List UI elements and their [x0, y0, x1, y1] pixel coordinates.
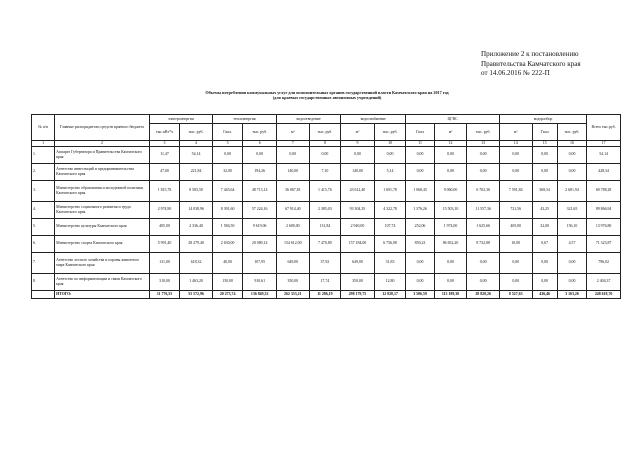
row-value: 43 612,40 [341, 180, 375, 201]
row-value: 0,00 [499, 163, 532, 180]
row-value: 7 591,84 [499, 180, 532, 201]
row-value: 0,00 [406, 146, 434, 163]
total-value: 8 527,63 [499, 290, 532, 298]
header-unit: м³ [341, 124, 375, 141]
document-title [132, 90, 522, 100]
header-unit: тыс.кВт*ч [149, 124, 180, 141]
row-value: 350,00 [341, 273, 375, 290]
row-value: 13 976,80 [587, 218, 621, 235]
row-value: 7 470,80 [309, 235, 341, 252]
table-header-groups [32, 115, 621, 124]
row-value: 0,00 [434, 146, 467, 163]
row-value: 0,00 [467, 163, 500, 180]
row-value: 0,00 [243, 146, 277, 163]
row-value: 9 060,00 [434, 180, 467, 201]
row-number: 6. [32, 235, 55, 252]
row-value: 1 376,26 [406, 201, 434, 218]
row-value: 69 788,28 [587, 180, 621, 201]
column-index-cell: 14 [499, 141, 532, 147]
row-value: 0,00 [499, 252, 532, 273]
row-value: 2 404,37 [587, 273, 621, 290]
row-value: 9 619,06 [243, 218, 277, 235]
row-value: 649,00 [341, 252, 375, 273]
row-value: 0,00 [341, 146, 375, 163]
consumption-table [31, 114, 621, 299]
table-row [32, 180, 621, 201]
table-row [32, 252, 621, 273]
appendix-line: Приложение 2 к постановлению [481, 50, 579, 58]
header-unit: м³ [434, 124, 467, 141]
row-value: 86 652,20 [434, 235, 467, 252]
row-value: 150,00 [212, 273, 243, 290]
row-value: 2 630,00 [212, 235, 243, 252]
header-total: Всего тыс.руб. [587, 115, 621, 141]
row-value: 28 279,40 [180, 235, 213, 252]
row-value: 0,00 [309, 146, 341, 163]
header-group-sewerage: водоотведение [277, 115, 341, 124]
row-number: 1. [32, 146, 55, 163]
header-unit: тыс. руб. [467, 124, 500, 141]
total-value: 11 286,19 [309, 290, 341, 298]
row-name: Агентство лесного хозяйства и охраны животного мира Камчатского края [55, 252, 150, 273]
row-value: 71 323,87 [587, 235, 621, 252]
row-value: 47,00 [149, 163, 180, 180]
row-value: 107,95 [243, 252, 277, 273]
row-value: 310,00 [149, 273, 180, 290]
row-value: 252,06 [406, 218, 434, 235]
table-row [32, 163, 621, 180]
row-value: 0,00 [467, 146, 500, 163]
header-unit: тыс. руб. [374, 124, 406, 141]
row-value: 0,00 [532, 273, 557, 290]
row-value: 4,57 [557, 235, 586, 252]
row-value: 194,26 [243, 163, 277, 180]
total-value: 113 189,30 [434, 290, 467, 298]
row-value: 43,25 [532, 201, 557, 218]
total-value: 3 163,26 [557, 290, 586, 298]
header-unit: Гкал [406, 124, 434, 141]
header-no: № п/п [32, 115, 55, 141]
header-unit: тыс. руб. [309, 124, 341, 141]
column-index-cell: 3 [149, 141, 180, 147]
total-value: 262 333,21 [277, 290, 310, 298]
row-value: 17,74 [309, 273, 341, 290]
header-unit: Гкал [532, 124, 557, 141]
row-value: 8 732,88 [467, 235, 500, 252]
row-value: 14 038,96 [180, 201, 213, 218]
column-index-cell: 9 [341, 141, 375, 147]
total-value: 3 506,59 [406, 290, 434, 298]
row-value: 1 625,66 [467, 218, 500, 235]
row-value: 405,00 [499, 218, 532, 235]
total-value: 20 273,74 [212, 290, 243, 298]
row-value: 67 914,40 [277, 201, 310, 218]
row-value: 5,14 [374, 163, 406, 180]
row-number: 7. [32, 252, 55, 273]
total-row [32, 290, 621, 298]
row-number: 8. [32, 273, 55, 290]
row-value: 1 584,50 [212, 218, 243, 235]
total-no [32, 290, 55, 298]
total-value: 28 820,26 [467, 290, 500, 298]
row-value: 428,34 [587, 163, 621, 180]
row-number: 5. [32, 218, 55, 235]
table-row [32, 201, 621, 218]
header-unit: тыс. руб. [243, 124, 277, 141]
row-value: 405,00 [149, 218, 180, 235]
row-value: 5 991,40 [149, 235, 180, 252]
table-row [32, 273, 621, 290]
header-unit: м³ [499, 124, 532, 141]
row-value: 910,61 [243, 273, 277, 290]
row-value: 368,54 [532, 180, 557, 201]
row-value: 11,47 [149, 146, 180, 163]
row-value: 1 691,78 [374, 180, 406, 201]
row-value: 7 445,64 [212, 180, 243, 201]
header-name: Главные распорядители средств краевого бюджета [55, 115, 150, 141]
row-value: 0,00 [406, 273, 434, 290]
row-name: Агентство инвестиций и предпринимательства Камчатского края [55, 163, 150, 180]
row-value: 89 866,94 [587, 201, 621, 218]
appendix-line: от 14.06.2016 № 222-П [481, 69, 550, 78]
row-value: 2 940,00 [341, 218, 375, 235]
row-name: Министерство культуры Камчатского края [55, 218, 150, 235]
header-group-electricity: электроэнергия [149, 115, 212, 124]
row-value: 10,00 [499, 235, 532, 252]
row-value: 221,84 [180, 163, 213, 180]
row-value: 54,14 [180, 146, 213, 163]
row-number: 3. [32, 180, 55, 201]
row-value: 0,00 [434, 252, 467, 273]
row-value: 0,00 [557, 163, 586, 180]
row-value: 156,10 [557, 218, 586, 235]
row-value: 0,00 [557, 252, 586, 273]
row-value: 0,00 [212, 146, 243, 163]
header-group-hot-water: ЦГВС [406, 115, 500, 124]
row-value: 0,00 [532, 163, 557, 180]
row-number: 2. [32, 163, 55, 180]
row-value: 0,00 [499, 273, 532, 290]
row-value: 618,32 [180, 252, 213, 273]
row-value: 140,00 [277, 163, 310, 180]
row-value: 37,92 [309, 252, 341, 273]
row-name: Аппарат Губернатора и Правительства Камчатского края [55, 146, 150, 163]
title-line: Объемы потребления коммунальных услуг для исполнительных органов государственной власти Камчатского края на 2017 год [205, 90, 449, 95]
row-value: 0,67 [532, 235, 557, 252]
row-name: Министерство спорта Камчатского края [55, 235, 150, 252]
column-index-cell: 13 [467, 141, 500, 147]
total-value: 298 179,75 [341, 290, 375, 298]
row-value: 7,10 [309, 163, 341, 180]
column-index-cell: 2 [55, 141, 150, 147]
row-value: 2 336,40 [180, 218, 213, 235]
total-label: ИТОГО: [55, 290, 150, 298]
row-value: 1 415,76 [309, 180, 341, 201]
header-group-water-supply: водоснабжение [341, 115, 406, 124]
column-index-cell: 11 [406, 141, 434, 147]
row-value: 31,83 [374, 252, 406, 273]
row-value: 8 583,50 [180, 180, 213, 201]
row-value: 32,00 [532, 218, 557, 235]
header-unit: тыс. руб. [180, 124, 213, 141]
column-index-cell: 7 [277, 141, 310, 147]
row-value: 0,00 [467, 252, 500, 273]
row-number: 4. [32, 201, 55, 218]
row-value: 6 702,36 [467, 180, 500, 201]
row-value: 1 463,20 [180, 273, 213, 290]
row-value: 2 385,03 [309, 201, 341, 218]
row-value: 649,00 [277, 252, 310, 273]
row-value: 131,84 [309, 218, 341, 235]
row-value: 0,00 [406, 163, 434, 180]
title-line: (для краевых государственных автономных учреждений) [272, 95, 382, 101]
row-value: 0,00 [532, 146, 557, 163]
row-value: 154 612,00 [277, 235, 310, 252]
row-value: 48 713,14 [243, 180, 277, 201]
row-value: 321,65 [557, 201, 586, 218]
row-value: 4 322,78 [374, 201, 406, 218]
row-value: 54,14 [587, 146, 621, 163]
row-value: 140,00 [341, 163, 375, 180]
column-index-cell: 4 [180, 141, 213, 147]
row-value: 15 503,10 [434, 201, 467, 218]
row-value: 0,00 [557, 146, 586, 163]
header-group-water-draw: водоразбор [499, 115, 586, 124]
table-row [32, 146, 621, 163]
row-value: 1 974,00 [434, 218, 467, 235]
row-value: 6 756,08 [374, 235, 406, 252]
row-value: 2 681,94 [557, 180, 586, 201]
row-value: 350,00 [277, 273, 310, 290]
total-value: 55 572,96 [180, 290, 213, 298]
row-name: Агентство по информатизации и связи Камчатского края [55, 273, 150, 290]
row-name: Министерство образования и молодежной политики Камчатского края [55, 180, 150, 201]
column-index-cell: 1 [32, 141, 55, 147]
row-value: 131,00 [149, 252, 180, 273]
column-index-cell: 5 [212, 141, 243, 147]
row-value: 721,56 [499, 201, 532, 218]
row-value: 157 184,00 [341, 235, 375, 252]
row-value: 0,00 [374, 146, 406, 163]
row-value: 57 224,16 [243, 201, 277, 218]
row-value: 0,00 [406, 252, 434, 273]
row-value: 11 557,36 [467, 201, 500, 218]
table-row [32, 218, 621, 235]
column-index-cell: 6 [243, 141, 277, 147]
table-row [32, 235, 621, 252]
appendix-line: Правительства Камчатского края [481, 59, 581, 68]
header-unit: м³ [277, 124, 310, 141]
row-value: 2 974,90 [149, 201, 180, 218]
column-index-cell: 10 [374, 141, 406, 147]
header-group-heat: теплоэнергия [212, 115, 276, 124]
appendix-note [481, 50, 631, 79]
row-value: 20 080,14 [243, 235, 277, 252]
row-value: 12,80 [374, 273, 406, 290]
header-unit: Гкал. [212, 124, 243, 141]
header-unit: тыс. руб. [557, 124, 586, 141]
total-value: 136 849,32 [243, 290, 277, 298]
row-value: 1 068,45 [406, 180, 434, 201]
row-value: 32,00 [212, 163, 243, 180]
column-index-cell: 17 [587, 141, 621, 147]
column-index-cell: 8 [309, 141, 341, 147]
row-value: 107,74 [374, 218, 406, 235]
total-value: 12 928,17 [374, 290, 406, 298]
column-index-cell: 16 [557, 141, 586, 147]
row-value: 850,23 [406, 235, 434, 252]
table-body [32, 141, 621, 299]
total-value: 248 618,76 [587, 290, 621, 298]
row-value: 0,00 [277, 146, 310, 163]
row-value: 0,00 [499, 146, 532, 163]
row-value: 796,02 [587, 252, 621, 273]
row-value: 1 815,78 [149, 180, 180, 201]
column-index-cell: 12 [434, 141, 467, 147]
row-value: 0,00 [532, 252, 557, 273]
row-value: 8 391,60 [212, 201, 243, 218]
total-value: 11 776,55 [149, 290, 180, 298]
row-value: 0,00 [557, 273, 586, 290]
row-value: 36 067,81 [277, 180, 310, 201]
row-value: 0,00 [434, 163, 467, 180]
row-value: 93 304,35 [341, 201, 375, 218]
row-value: 0,00 [434, 273, 467, 290]
row-value: 40,00 [212, 252, 243, 273]
row-value: 0,00 [467, 273, 500, 290]
column-index-cell: 15 [532, 141, 557, 147]
row-value: 2 600,00 [277, 218, 310, 235]
row-name: Министерство социального развития и труда Камчатского края [55, 201, 150, 218]
total-value: 436,46 [532, 290, 557, 298]
